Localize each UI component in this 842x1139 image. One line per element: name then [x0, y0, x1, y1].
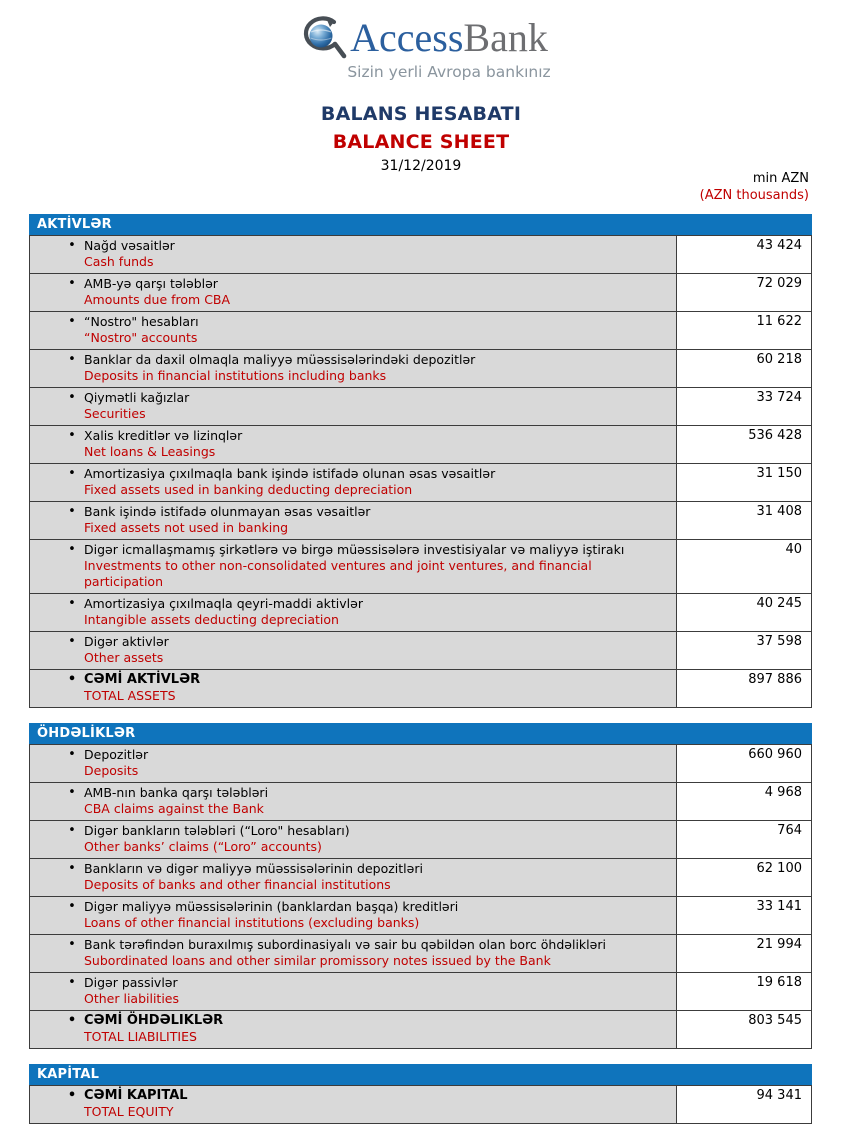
row-label-az: Digər maliyyə müəssisələrinin (banklardan başqa) kreditləri [84, 899, 459, 914]
row-label-en: Cash funds [84, 254, 154, 269]
row-label-en: Other assets [84, 650, 164, 665]
bullet-icon: • [68, 937, 76, 952]
row-label-az: Qiymətli kağızlar [84, 390, 190, 405]
row-value: 19 618 [676, 973, 811, 1010]
row-label-az: Xalis kreditlər və lizinqlər [84, 428, 243, 443]
row-label-en: Other liabilities [84, 991, 180, 1006]
row-label-en: Deposits of banks and other financial institutions [84, 877, 391, 892]
row-label-az: Digər aktivlər [84, 634, 169, 649]
section-header [29, 723, 812, 744]
bullet-icon: • [68, 276, 76, 291]
row-label-az: Nağd vəsaitlər [84, 238, 175, 253]
row-label-cell [30, 745, 676, 782]
section-rows [29, 744, 812, 1049]
row-label-cell [30, 312, 676, 349]
row-labels [84, 542, 672, 590]
table-row [30, 539, 811, 593]
row-value: 94 341 [676, 1086, 811, 1123]
sections [29, 214, 812, 1139]
unit-label-az: min AZN [752, 171, 809, 186]
bullet-icon: • [67, 672, 77, 687]
section-rows [29, 235, 812, 708]
section-title: ÖHDƏLİKLƏR [37, 726, 136, 741]
row-label-en: Other banks’ claims (“Loro” accounts) [84, 839, 322, 854]
row-labels [84, 785, 672, 817]
bullet-icon: • [68, 466, 76, 481]
row-label-az: “Nostro" hesabları [84, 314, 199, 329]
row-label-en: Securities [84, 406, 146, 421]
bullet-icon: • [68, 314, 76, 329]
row-label-az: Bank tərəfindən buraxılmış subordinasiyalı və sair bu qəbildən olan borc öhdəlikləri [84, 937, 606, 952]
row-value: 72 029 [676, 274, 811, 311]
row-label-cell [30, 973, 676, 1010]
row-label-cell [30, 350, 676, 387]
table-row [30, 1086, 811, 1123]
row-label-az: Depozitlər [84, 747, 149, 762]
table-row [30, 236, 811, 273]
row-value: 40 [676, 540, 811, 593]
row-value: 31 408 [676, 502, 811, 539]
bullet-icon: • [68, 428, 76, 443]
row-value: 33 724 [676, 388, 811, 425]
row-label-az: AMB-yə qarşı tələblər [84, 276, 218, 291]
row-label-cell [30, 859, 676, 896]
table-row [30, 387, 811, 425]
row-label-en: Fixed assets not used in banking [84, 520, 289, 535]
row-labels [84, 504, 672, 536]
table-row [30, 934, 811, 972]
row-label-az: Bankların və digər maliyyə müəssisələrinin depozitləri [84, 861, 423, 876]
logo-word-bank: Bank [463, 15, 548, 60]
row-labels [84, 634, 672, 666]
logo-word-access: Access [350, 15, 464, 60]
row-label-en: Deposits [84, 763, 139, 778]
report-title-en: BALANCE SHEET [332, 131, 510, 153]
table-row [30, 896, 811, 934]
accessbank-logo [21, 14, 821, 62]
row-labels [84, 352, 672, 384]
bullet-icon: • [68, 542, 76, 557]
row-value: 11 622 [676, 312, 811, 349]
row-label-cell [30, 388, 676, 425]
bullet-icon: • [68, 861, 76, 876]
table-row [30, 425, 811, 463]
bullet-icon: • [68, 785, 76, 800]
row-labels [84, 975, 672, 1007]
bullet-icon: • [67, 1013, 77, 1028]
row-value: 803 545 [676, 1011, 811, 1048]
table-row [30, 782, 811, 820]
row-label-en: “Nostro" accounts [84, 330, 198, 345]
row-label-cell [30, 540, 676, 593]
row-label-cell [30, 821, 676, 858]
balance-section [29, 214, 812, 708]
row-value: 37 598 [676, 632, 811, 669]
table-row [30, 972, 811, 1010]
row-label-az: Digər bankların tələbləri (“Loro" hesabları) [84, 823, 350, 838]
row-label-cell [30, 502, 676, 539]
row-label-cell [30, 935, 676, 972]
section-header [29, 1064, 812, 1085]
row-label-en: Investments to other non-consolidated ventures and joint ventures, and financial participation [84, 558, 592, 589]
unit-labels [700, 170, 809, 204]
balance-section [29, 1064, 812, 1124]
section-title: AKTİVLƏR [37, 217, 112, 232]
table-row [30, 820, 811, 858]
row-label-en: Subordinated loans and other similar promissory notes issued by the Bank [84, 953, 551, 968]
row-label-az: CƏMİ ÖHDƏLIKLƏR [84, 1013, 224, 1028]
unit-label-en: (AZN thousands) [699, 188, 809, 203]
balance-sheet-page [21, 14, 821, 1119]
report-title-az: BALANS HESABATI [320, 103, 522, 125]
row-value: 660 960 [676, 745, 811, 782]
bullet-icon: • [67, 1088, 77, 1103]
row-label-en: Amounts due from CBA [84, 292, 231, 307]
row-value: 536 428 [676, 426, 811, 463]
row-label-en: CBA claims against the Bank [84, 801, 264, 816]
row-label-en: Net loans & Leasings [84, 444, 216, 459]
row-value: 43 424 [676, 236, 811, 273]
row-label-en: Fixed assets used in banking deducting depreciation [84, 482, 413, 497]
row-label-en: Loans of other financial institutions (excluding banks) [84, 915, 420, 930]
bullet-icon: • [68, 352, 76, 367]
row-value: 31 150 [676, 464, 811, 501]
report-date: 31/12/2019 [380, 158, 462, 174]
row-labels [84, 238, 672, 270]
row-label-cell [30, 426, 676, 463]
globe-swirl-icon [294, 14, 346, 62]
row-labels [84, 937, 672, 969]
row-value: 21 994 [676, 935, 811, 972]
row-labels [84, 466, 672, 498]
row-label-en: TOTAL ASSETS [84, 688, 176, 703]
table-row [30, 463, 811, 501]
section-header [29, 214, 812, 235]
logo-wordmark [350, 16, 548, 60]
row-label-az: CƏMİ AKTİVLƏR [84, 672, 201, 687]
row-label-en: Deposits in financial institutions including banks [84, 368, 387, 383]
row-labels [84, 899, 672, 931]
row-label-en: Intangible assets deducting depreciation [84, 612, 339, 627]
row-value: 4 968 [676, 783, 811, 820]
row-label-cell [30, 274, 676, 311]
row-value: 897 886 [676, 670, 811, 707]
row-labels [84, 747, 672, 779]
table-row [30, 273, 811, 311]
row-label-cell [30, 783, 676, 820]
row-label-cell [30, 594, 676, 631]
table-row [30, 631, 811, 669]
row-label-az: CƏMİ KAPITAL [84, 1088, 188, 1103]
table-row [30, 593, 811, 631]
row-labels [84, 276, 672, 308]
row-labels [84, 672, 672, 704]
row-label-az: Amortizasiya çıxılmaqla bank işində istifadə olunan əsas vəsaitlər [84, 466, 496, 481]
bullet-icon: • [68, 975, 76, 990]
row-label-az: Banklar da daxil olmaqla maliyyə müəssisələrindəki depozitlər [84, 352, 476, 367]
row-label-az: Amortizasiya çıxılmaqla qeyri-maddi aktivlər [84, 596, 363, 611]
row-value: 764 [676, 821, 811, 858]
row-labels [84, 596, 672, 628]
row-labels [84, 1013, 672, 1045]
row-labels [84, 314, 672, 346]
balance-section [29, 723, 812, 1049]
row-value: 62 100 [676, 859, 811, 896]
bullet-icon: • [68, 390, 76, 405]
row-labels [84, 390, 672, 422]
table-row [30, 745, 811, 782]
table-row [30, 669, 811, 707]
row-value: 60 218 [676, 350, 811, 387]
bullet-icon: • [68, 238, 76, 253]
row-label-en: TOTAL EQUITY [84, 1104, 174, 1119]
row-labels [84, 1088, 672, 1120]
section-title: KAPİTAL [37, 1067, 100, 1082]
row-label-az: Bank işində istifadə olunmayan əsas vəsaitlər [84, 504, 371, 519]
bullet-icon: • [68, 634, 76, 649]
bullet-icon: • [68, 596, 76, 611]
row-label-cell [30, 1086, 676, 1123]
bullet-icon: • [68, 747, 76, 762]
row-label-cell [30, 464, 676, 501]
row-labels [84, 861, 672, 893]
row-label-cell [30, 897, 676, 934]
section-rows [29, 1085, 812, 1124]
row-label-cell [30, 1011, 676, 1048]
table-row [30, 858, 811, 896]
row-label-cell [30, 670, 676, 707]
row-value: 33 141 [676, 897, 811, 934]
row-label-az: Digər passivlər [84, 975, 178, 990]
row-labels [84, 428, 672, 460]
row-label-en: TOTAL LIABILITIES [84, 1029, 197, 1044]
row-label-az: Digər icmallaşmamış şirkətlərə və birgə müəssisələrə investisiyalar və maliyyə iştirakı [84, 542, 625, 557]
logo-tagline: Sizin yerli Avropa bankınız [347, 63, 551, 81]
row-label-cell [30, 236, 676, 273]
bullet-icon: • [68, 504, 76, 519]
row-label-cell [30, 632, 676, 669]
row-labels [84, 823, 672, 855]
table-row [30, 1010, 811, 1048]
row-label-az: AMB-nın banka qarşı tələbləri [84, 785, 269, 800]
table-row [30, 501, 811, 539]
bullet-icon: • [68, 823, 76, 838]
bullet-icon: • [68, 899, 76, 914]
row-value: 40 245 [676, 594, 811, 631]
table-row [30, 349, 811, 387]
table-row [30, 311, 811, 349]
